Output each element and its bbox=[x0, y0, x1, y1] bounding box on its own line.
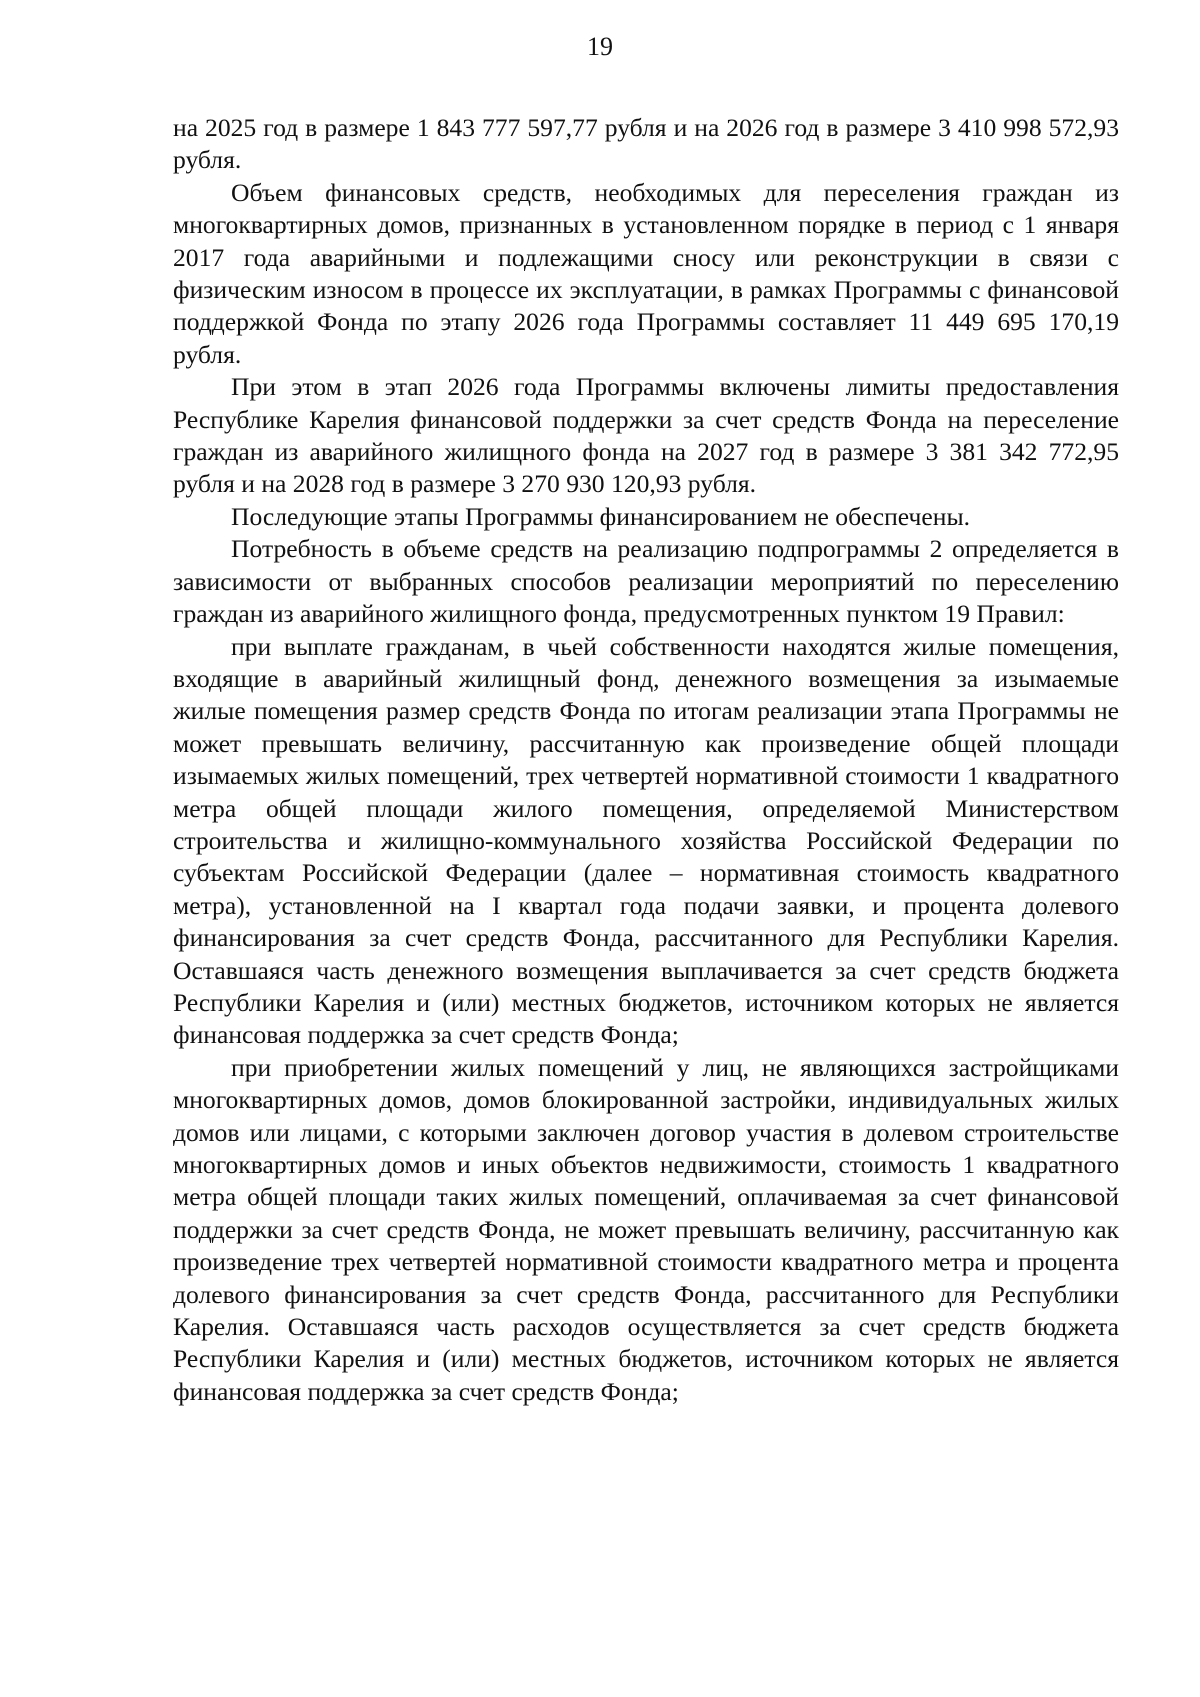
paragraph-financial-volume: Объем финансовых средств, необходимых для переселения граждан из многоквартирных домов, признанных в установленном порядке в период с 1 января 2017 года аварийными и подлежащими сносу или реконструкции в связи с физическим износом в процессе их эксплуатации, в рамках Программы с финансовой поддержкой Фонда по этапу 2026 года Программы составляет 11 449 695 170,19 рубля. bbox=[173, 177, 1119, 369]
paragraph-subprogram-need: Потребность в объеме средств на реализацию подпрограммы 2 определяется в зависимости от выбранных способов реализации мероприятий по переселению граждан из аварийного жилищного фонда, предусмотренных пунктом 19 Правил: bbox=[173, 534, 1119, 629]
paragraph-housing-acquisition: при приобретении жилых помещений у лиц, не являющихся застройщиками многоквартирных домов, домов блокированной застройки, индивидуальных жилых домов или лицами, с которыми заключен договор участия в долевом строительстве многоквартирных домов и иных объектов недвижимости, стоимость 1 квадратного метра общей площади таких жилых помещений, оплачиваемая за счет финансовой поддержки за счет средств Фонда, не может превышать величину, рассчитанную как произведение трех четвертей нормативной стоимости квадратного метра и процента долевого финансирования за счет средств Фонда, рассчитанного для Республики Карелия. Оставшаяся часть расходов осуществляется за счет средств бюджета Республики Карелия и (или) местных бюджетов, источником которых не является финансовая поддержка за счет средств Фонда; bbox=[173, 1052, 1119, 1406]
document-body bbox=[173, 112, 1119, 1408]
paragraph-continuation: на 2025 год в размере 1 843 777 597,77 рубля и на 2026 год в размере 3 410 998 572,93 рубля. bbox=[173, 113, 1119, 175]
paragraph-subsequent-stages: Последующие этапы Программы финансированием не обеспечены. bbox=[231, 501, 971, 531]
paragraph-stage-limits: При этом в этап 2026 года Программы включены лимиты предоставления Республике Карелия финансовой поддержки за счет средств Фонда на переселение граждан из аварийного жилищного фонда на 2027 год в размере 3 381 342 772,95 рубля и на 2028 год в размере 3 270 930 120,93 рубля. bbox=[173, 372, 1119, 499]
paragraph-compensation-payment: при выплате гражданам, в чьей собственности находятся жилые помещения, входящие в аварийный жилищный фонд, денежного возмещения за изымаемые жилые помещения размер средств Фонда по итогам реализации этапа Программы не может превышать величину, рассчитанную как произведение общей площади изымаемых жилых помещений, трех четвертей нормативной стоимости 1 квадратного метра общей площади жилого помещения, определяемой Министерством строительства и жилищно-коммунального хозяйства Российской Федерации по субъектам Российской Федерации (далее – нормативная стоимость квадратного метра), установленной на I квартал года подачи заявки, и процента долевого финансирования за счет средств Фонда, рассчитанного для Республики Карелия. Оставшаяся часть денежного возмещения выплачивается за счет средств бюджета Республики Карелия и (или) местных бюджетов, источником которых не является финансовая поддержка за счет средств Фонда; bbox=[173, 631, 1119, 1050]
page-number: 19 bbox=[587, 32, 613, 61]
